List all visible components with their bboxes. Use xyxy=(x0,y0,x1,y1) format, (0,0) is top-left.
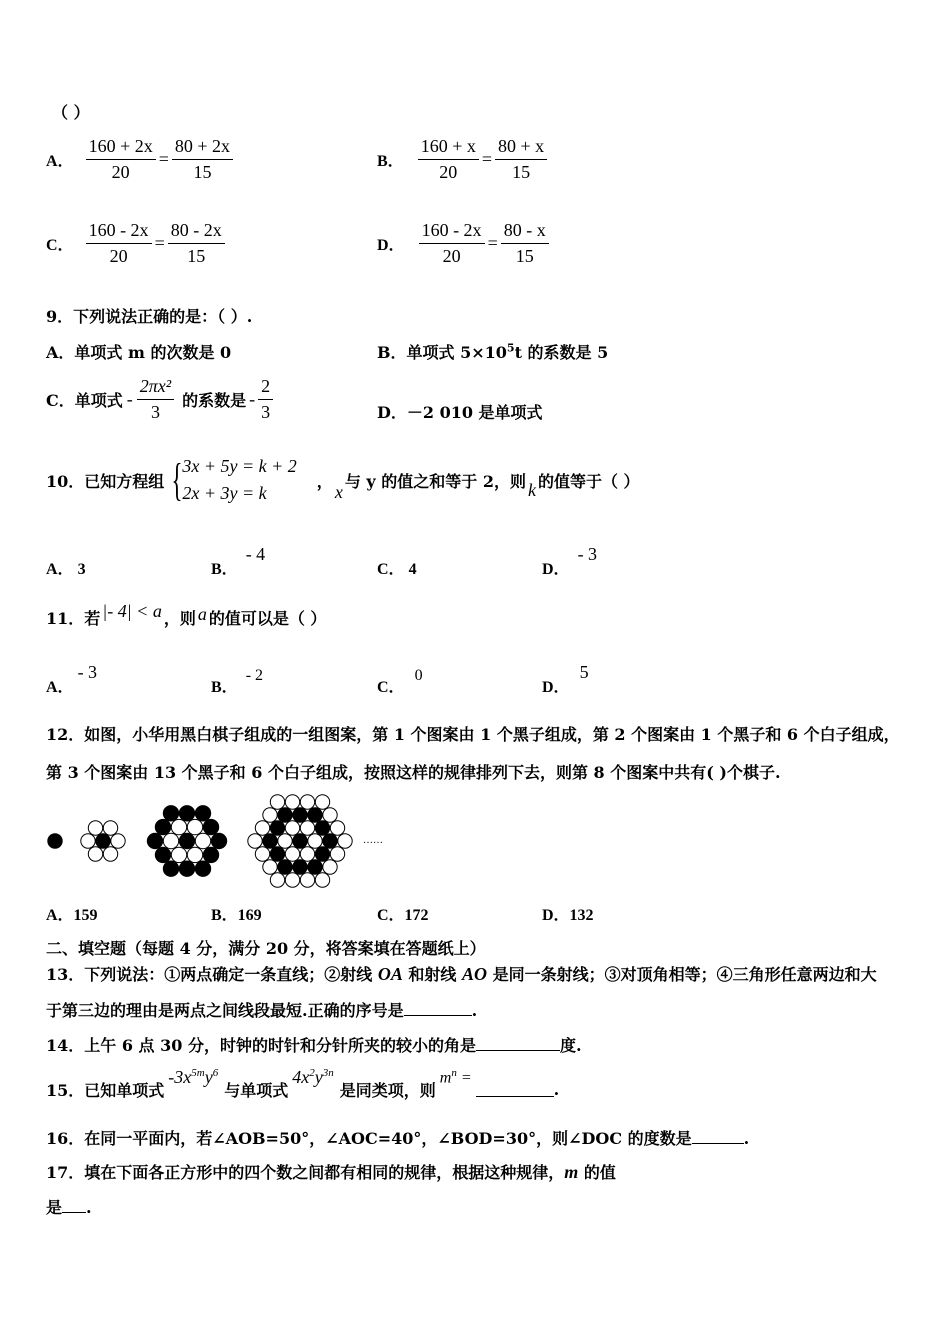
q10-option-c[interactable]: C． 4 xyxy=(377,561,417,578)
q17-line-1: 17．填在下面各正方形中的四个数之间都有相同的规律，根据这种规律，m 的值 xyxy=(46,1162,616,1182)
minus-sign: - xyxy=(249,389,256,409)
black-piece xyxy=(147,833,162,848)
white-piece xyxy=(270,795,284,809)
variable-a: a xyxy=(197,604,207,624)
black-piece xyxy=(155,819,170,834)
q9-stem: 9．下列说法正确的是：（ ）. xyxy=(46,307,253,326)
black-piece xyxy=(308,860,322,874)
q11-option-a[interactable]: A．- 3 xyxy=(46,662,98,696)
power-expression: $m^n$ = xyxy=(439,1067,472,1087)
white-piece xyxy=(187,847,202,862)
answer-blank[interactable] xyxy=(404,1001,472,1016)
black-piece xyxy=(278,860,292,874)
text: 的系数是 xyxy=(182,391,247,410)
white-piece xyxy=(300,795,314,809)
equals-sign: = xyxy=(154,233,165,253)
white-piece xyxy=(330,847,344,861)
white-piece xyxy=(330,821,344,835)
white-piece xyxy=(248,834,262,848)
fraction: $\frac{80 - 2x}{15}$ xyxy=(168,220,225,267)
pattern-2 xyxy=(81,821,125,861)
q10-option-d[interactable]: D．- 3 xyxy=(542,544,598,578)
white-piece xyxy=(315,795,329,809)
q10-option-b[interactable]: B．- 4 xyxy=(211,544,266,578)
q9-option-c[interactable] xyxy=(46,376,273,423)
continuation-dots: …… xyxy=(363,835,383,846)
pattern-3 xyxy=(147,806,226,877)
absolute-inequality: |- 4| < a xyxy=(102,601,162,621)
q12-pattern-figure xyxy=(40,788,400,892)
q15-stem: 15．已知单项式 $-3x^{5m}y^6$ 与单项式 $4x^2y^{3n}$ 是同类项，则 $m^n$ = . xyxy=(46,1067,560,1100)
white-piece xyxy=(81,834,95,848)
q11-option-d[interactable]: D．5 xyxy=(542,662,589,696)
option-label: C． xyxy=(46,237,74,254)
monomial-1: $-3x^{5m}y^6$ xyxy=(168,1067,219,1087)
q11-stem: 11．若 |- 4| < a ，则 a 的值可以是（ ） xyxy=(46,601,327,628)
fraction: $\frac{2}{3}$ xyxy=(258,376,273,423)
equals-sign: = xyxy=(487,233,498,253)
section-2-heading: 二、填空题（每题 4 分，满分 20 分，将答案填在答题纸上） xyxy=(46,939,486,958)
black-piece xyxy=(179,833,194,848)
white-piece xyxy=(323,808,337,822)
q13-line-2: 于第三边的理由是两点之间线段最短.正确的序号是 . xyxy=(46,1001,478,1020)
q8-option-d[interactable] xyxy=(377,220,549,267)
q11-option-c[interactable]: C．0 xyxy=(377,667,423,696)
q8-answer-paren: （ ） xyxy=(52,103,90,122)
q12-option-b[interactable]: B．169 xyxy=(211,907,262,924)
black-piece xyxy=(48,834,62,848)
white-piece xyxy=(103,821,117,835)
black-piece xyxy=(270,847,284,861)
q8-option-c[interactable] xyxy=(46,220,225,267)
white-piece xyxy=(171,819,186,834)
q9-option-b[interactable]: B．单项式 $5\times 10^5t$ 的系数是 5 xyxy=(377,341,609,362)
q9-option-a[interactable]: A．单项式 m 的次数是 0 xyxy=(46,343,232,362)
fraction: $\frac{160 + x}{20}$ xyxy=(418,136,479,183)
q12-stem-line-2: 第 3 个图案由 13 个黑子和 6 个白子组成，按照这样的规律排列下去，则第 8 个图案中共有( )个棋子. xyxy=(46,763,781,782)
black-piece xyxy=(323,834,337,848)
q8-option-b[interactable] xyxy=(377,136,547,183)
option-label: A． xyxy=(46,153,74,170)
pattern-4 xyxy=(248,795,352,887)
black-piece xyxy=(203,847,218,862)
white-piece xyxy=(163,833,178,848)
q17-line-2: 是 . xyxy=(46,1198,92,1217)
option-label: B． xyxy=(377,153,404,170)
white-piece xyxy=(255,821,269,835)
black-piece xyxy=(155,847,170,862)
white-piece xyxy=(285,795,299,809)
black-piece xyxy=(195,806,210,821)
equals-sign: = xyxy=(481,149,492,169)
black-piece xyxy=(293,860,307,874)
q11-option-b[interactable]: B．- 2 xyxy=(211,667,264,696)
answer-blank[interactable] xyxy=(62,1198,86,1213)
black-piece xyxy=(263,834,277,848)
fraction: $\frac{80 - x}{15}$ xyxy=(501,220,549,267)
answer-blank[interactable] xyxy=(476,1036,560,1051)
white-piece xyxy=(315,873,329,887)
equation-system xyxy=(182,456,296,504)
black-piece xyxy=(179,861,194,876)
q12-option-d[interactable]: D．132 xyxy=(542,907,594,924)
q16-stem: 16．在同一平面内，若∠AOB=50°，∠AOC=40°，∠BOD=30°，则∠DOC 的度数是 . xyxy=(46,1129,750,1148)
black-piece xyxy=(179,806,194,821)
stem-text: 10．已知方程组 xyxy=(46,471,165,491)
answer-blank[interactable] xyxy=(692,1129,744,1144)
fraction: $\frac{\text{2πx²}}{3}$ xyxy=(137,376,174,423)
black-piece xyxy=(96,834,110,848)
black-piece xyxy=(203,819,218,834)
q12-option-a[interactable]: A．159 xyxy=(46,907,98,924)
variable-k: k xyxy=(527,479,536,500)
option-label: D． xyxy=(377,237,405,254)
black-piece xyxy=(195,861,210,876)
black-piece xyxy=(163,861,178,876)
black-piece xyxy=(293,808,307,822)
white-piece xyxy=(103,847,117,861)
q9-option-d[interactable]: D．－2 010 是单项式 xyxy=(377,403,543,422)
white-piece xyxy=(308,834,322,848)
equation-2: 2x + 3y = k xyxy=(182,483,267,503)
pattern-1 xyxy=(48,834,62,848)
variable-x: x xyxy=(334,481,343,502)
equals-sign: = xyxy=(158,149,169,169)
black-piece xyxy=(315,821,329,835)
white-piece xyxy=(88,847,102,861)
q8-option-a[interactable] xyxy=(46,136,233,183)
black-piece xyxy=(163,806,178,821)
black-piece xyxy=(293,834,307,848)
white-piece xyxy=(278,834,292,848)
white-piece xyxy=(263,808,277,822)
white-piece xyxy=(285,821,299,835)
q14-stem: 14．上午 6 点 30 分，时钟的时针和分针所夹的较小的角是 度. xyxy=(46,1036,582,1055)
black-piece xyxy=(315,847,329,861)
white-piece xyxy=(300,873,314,887)
white-piece xyxy=(285,873,299,887)
fraction: $\frac{160 - 2x}{20}$ xyxy=(86,220,152,267)
brace: { xyxy=(171,454,183,505)
fraction: $\frac{160 - 2x}{20}$ xyxy=(419,220,485,267)
white-piece xyxy=(300,847,314,861)
white-piece xyxy=(270,873,284,887)
q12-stem-line-1: 12．如图，小华用黑白棋子组成的一组图案，第 1 个图案由 1 个黑子组成，第 2 个图案由 1 个黑子和 6 个白子组成， xyxy=(46,725,900,744)
monomial-2: $4x^2y^{3n}$ xyxy=(292,1067,334,1087)
q13-line-1: 13．下列说法：①两点确定一条直线；②射线 OA 和射线 AO 是同一条射线；③对顶角相等；④三角形任意两边和大 xyxy=(46,964,877,984)
white-piece xyxy=(195,833,210,848)
black-piece xyxy=(308,808,322,822)
fraction: $\frac{80 + x}{15}$ xyxy=(495,136,547,183)
answer-blank[interactable] xyxy=(476,1082,554,1097)
black-piece xyxy=(278,808,292,822)
white-piece xyxy=(263,860,277,874)
equation-1: 3x + 5y = k + 2 xyxy=(182,456,297,476)
white-piece xyxy=(323,860,337,874)
q10-stem: 10．已知方程组 { 3x + 5y = k + 2 2x + 3y = k ， x 与 y 的值之和等于 2，则 k 的值等于（ ） xyxy=(46,454,640,505)
white-piece xyxy=(187,819,202,834)
white-piece xyxy=(338,834,352,848)
q12-option-c[interactable]: C．172 xyxy=(377,907,429,924)
white-piece xyxy=(88,821,102,835)
white-piece xyxy=(255,847,269,861)
white-piece xyxy=(300,821,314,835)
option-label: C．单项式 xyxy=(46,391,123,410)
black-piece xyxy=(211,833,226,848)
white-piece xyxy=(285,847,299,861)
white-piece xyxy=(111,834,125,848)
black-piece xyxy=(270,821,284,835)
white-piece xyxy=(171,847,186,862)
q10-option-a[interactable]: A． 3 xyxy=(46,561,86,578)
fraction: $\frac{160 + 2x}{20}$ xyxy=(86,136,156,183)
fraction: $\frac{80 + 2x}{15}$ xyxy=(172,136,233,183)
minus-sign: - xyxy=(126,389,133,409)
